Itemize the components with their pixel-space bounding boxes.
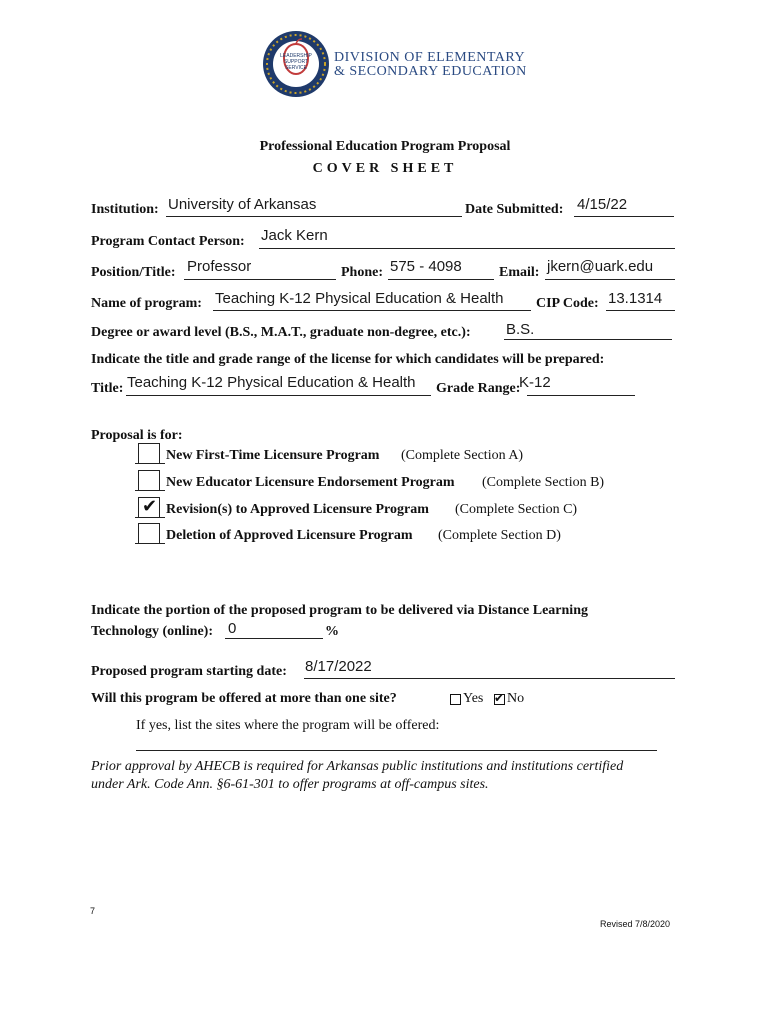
option-label-bold: Deletion of Approved Licensure Program (166, 528, 413, 543)
position-line (184, 279, 336, 280)
seal-text-3: SERVICE (285, 65, 307, 71)
option-label-note: (Complete Section A) (401, 448, 524, 463)
division-name-line1: DIVISION OF ELEMENTARY (334, 50, 526, 65)
license-title-line (126, 395, 431, 396)
page-subtitle: COVER SHEET (312, 161, 458, 176)
degree-label: Degree or award level (B.S., M.A.T., graduate non-degree, etc.): (91, 325, 471, 340)
distance-field[interactable]: 0 (228, 620, 237, 637)
header-logo (262, 30, 527, 100)
option-label-note: (Complete Section D) (438, 528, 561, 543)
institution-label: Institution: (91, 202, 159, 217)
seal-text-1: LEADERSHIP (280, 53, 312, 59)
option-label-note: (Complete Section C) (455, 502, 578, 517)
start-date-field[interactable]: 8/17/2022 (305, 658, 372, 675)
contact-field[interactable]: Jack Kern (261, 227, 328, 244)
degree-line (504, 339, 672, 340)
sites-list-line[interactable] (136, 750, 657, 751)
division-name-line2: & SECONDARY EDUCATION (334, 64, 527, 79)
page-title: Professional Education Program Proposal (259, 139, 511, 154)
degree-field[interactable]: B.S. (506, 321, 535, 338)
approval-note-line2: under Ark. Code Ann. §6-61-301 to offer programs at off-campus sites. (91, 777, 489, 792)
email-field[interactable]: jkern@uark.edu (547, 258, 654, 275)
sites-list-prompt: If yes, list the sites where the program will be offered: (136, 718, 440, 733)
phone-line (388, 279, 494, 280)
proposal-option-new-first-time[interactable] (135, 443, 615, 467)
license-title-label: Title: (91, 381, 124, 396)
start-date-line (304, 678, 675, 679)
proposal-option-new-endorsement[interactable] (135, 470, 625, 494)
institution-line (166, 216, 462, 217)
check-mark-icon: ✔ (494, 691, 505, 705)
distance-line (225, 638, 323, 639)
no-label: No (507, 691, 525, 706)
option-label-bold: Revision(s) to Approved Licensure Program (166, 502, 429, 517)
sites-yes-option[interactable] (450, 691, 490, 709)
option-label-bold: New First-Time Licensure Program (166, 448, 380, 463)
sites-question: Will this program be offered at more than one site? (91, 691, 397, 706)
option-label-note: (Complete Section B) (482, 475, 605, 490)
checkbox-new-first-time[interactable] (138, 443, 160, 464)
checkbox-new-endorsement[interactable] (138, 470, 160, 491)
license-title-field[interactable]: Teaching K-12 Physical Education & Health (127, 374, 416, 391)
license-instruction: Indicate the title and grade range of the license for which candidates will be prepared: (91, 352, 605, 367)
seal-text-2: SUPPORT (283, 59, 309, 65)
yes-label: Yes (463, 691, 484, 706)
phone-field[interactable]: 575 - 4098 (390, 258, 462, 275)
check-mark-icon: ✔ (142, 496, 158, 517)
position-label: Position/Title: (91, 265, 176, 280)
proposal-heading: Proposal is for: (91, 428, 183, 443)
date-submitted-field[interactable]: 4/15/22 (577, 196, 628, 213)
percent-sign: % (325, 624, 339, 639)
email-line (545, 279, 675, 280)
checkbox-underline (135, 463, 165, 464)
cip-line (606, 310, 675, 311)
option-label-bold: New Educator Licensure Endorsement Program (166, 475, 455, 490)
page-number: 7 (90, 906, 96, 916)
program-label: Name of program: (91, 296, 202, 311)
date-submitted-line (574, 216, 674, 217)
program-line (213, 310, 531, 311)
checkbox-underline (135, 490, 165, 491)
phone-label: Phone: (341, 265, 383, 280)
program-field[interactable]: Teaching K-12 Physical Education & Health (215, 290, 504, 307)
cip-field[interactable]: 13.1314 (608, 290, 663, 307)
contact-label: Program Contact Person: (91, 234, 245, 249)
grade-range-label: Grade Range: (436, 381, 521, 396)
cip-label: CIP Code: (536, 296, 599, 311)
start-date-label: Proposed program starting date: (91, 664, 287, 679)
checkbox-underline (135, 543, 165, 544)
checkbox-yes[interactable] (450, 694, 461, 705)
contact-line (259, 248, 675, 249)
grade-range-field[interactable]: K-12 (519, 374, 551, 391)
sites-no-option[interactable] (494, 691, 534, 709)
date-submitted-label: Date Submitted: (465, 202, 564, 217)
email-label: Email: (499, 265, 540, 280)
distance-instruction: Indicate the portion of the proposed program to be delivered via Distance Learning (91, 603, 588, 618)
institution-field[interactable]: University of Arkansas (168, 196, 317, 213)
approval-note-line1: Prior approval by AHECB is required for Arkansas public institutions and institutions certified (91, 759, 624, 774)
checkbox-deletion[interactable] (138, 523, 160, 544)
position-field[interactable]: Professor (187, 258, 252, 275)
grade-range-line (527, 395, 635, 396)
checkbox-underline (135, 517, 165, 518)
revised-date: Revised 7/8/2020 (600, 919, 671, 929)
distance-label: Technology (online): (91, 624, 213, 639)
proposal-option-deletion[interactable] (135, 523, 585, 547)
proposal-option-revision[interactable] (135, 497, 595, 521)
